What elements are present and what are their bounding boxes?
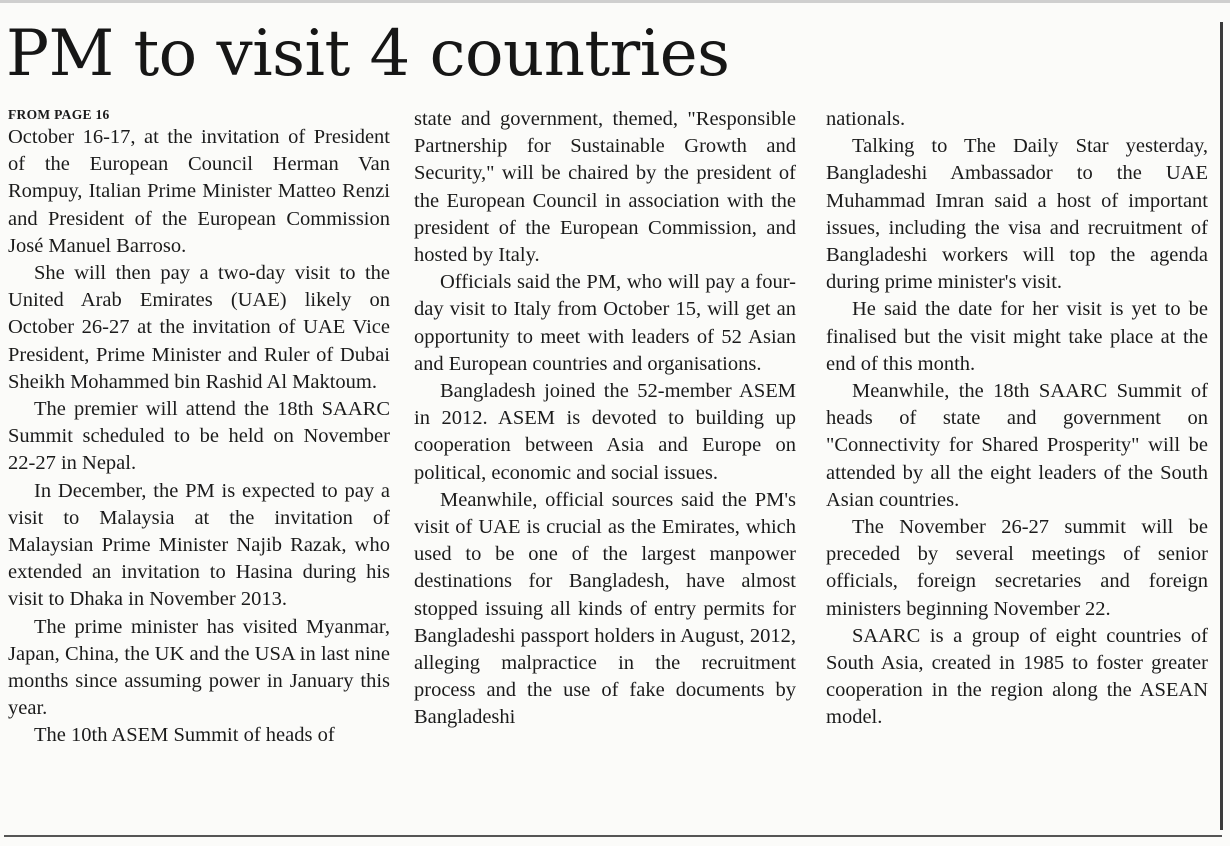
paragraph: The premier will attend the 18th SAARC Summit scheduled to be held on November 22-27 in Nepal.: [8, 398, 390, 475]
paragraph: The prime minister has visited Myanmar, Japan, China, the UK and the USA in last nine months since assuming power in January this year.: [8, 615, 390, 720]
column-2: [414, 106, 796, 834]
paragraph: October 16-17, at the invitation of President of the European Council Herman Van Rompuy, Italian Prime Minister Matteo Renzi and President of the European Commission José Manuel Barroso.: [8, 126, 390, 257]
paragraph: She will then pay a two-day visit to the United Arab Emirates (UAE) likely on October 26-27 at the invitation of UAE Vice President, Prime Minister and Ruler of Dubai Sheikh Mohammed bin Rashid Al Maktoum.: [8, 262, 390, 393]
paragraph: SAARC is a group of eight countries of South Asia, created in 1985 to foster greater cooperation in the region along the ASEAN model.: [826, 624, 1208, 729]
paragraph: Talking to The Daily Star yesterday, Bangladeshi Ambassador to the UAE Muhammad Imran said a host of important issues, including the visa and recruitment of Bangladeshi workers will top the agenda during prime minister's visit.: [826, 135, 1208, 294]
paragraph: Officials said the PM, who will pay a four-day visit to Italy from October 15, will get an opportunity to meet with leaders of 52 Asian and European countries and organisations.: [414, 271, 796, 375]
paragraph: He said the date for her visit is yet to be finalised but the visit might take place at the end of this month.: [826, 298, 1208, 375]
paragraph: The November 26-27 summit will be preceded by several meetings of senior officials, foreign secretaries and foreign ministers beginning November 22.: [826, 516, 1208, 620]
paragraph: Bangladesh joined the 52-member ASEM in 2012. ASEM is devoted to building up cooperation between Asia and Europe on political, economic and social issues.: [414, 380, 796, 484]
paragraph: state and government, themed, "Responsible Partnership for Sustainable Growth and Security," will be chaired by the president of the European Council in association with the president of the European Commission, and hosted by Italy.: [414, 108, 796, 267]
paragraph: nationals.: [826, 108, 906, 130]
paragraph: The 10th ASEM Summit of heads of: [34, 724, 335, 747]
paragraph: Meanwhile, the 18th SAARC Summit of heads of state and government on "Connectivity for Shared Prosperity" will be attended by all the eight leaders of the South Asian countries.: [826, 380, 1208, 511]
headline: PM to visit 4 countries: [6, 17, 730, 91]
paragraph: In December, the PM is expected to pay a visit to Malaysia at the invitation of Malaysian Prime Minister Najib Razak, who extended an invitation to Hasina during his visit to Dhaka in November 2013.: [8, 479, 390, 611]
dateline: FROM PAGE 16: [8, 107, 110, 122]
column-1: [8, 106, 390, 834]
column-rule: [1220, 22, 1223, 830]
bottom-rule: [4, 835, 1222, 837]
column-3: [826, 106, 1208, 834]
top-rule: [0, 0, 1230, 3]
paragraph: Meanwhile, official sources said the PM's visit of UAE is crucial as the Emirates, which used to be one of the largest manpower destinations for Bangladesh, have almost stopped issuing all kinds of entry permits for Bangladeshi passport holders in August, 2012, alleging malpractice in the recruitment process and the use of fake documents by Bangladeshi: [414, 488, 796, 729]
